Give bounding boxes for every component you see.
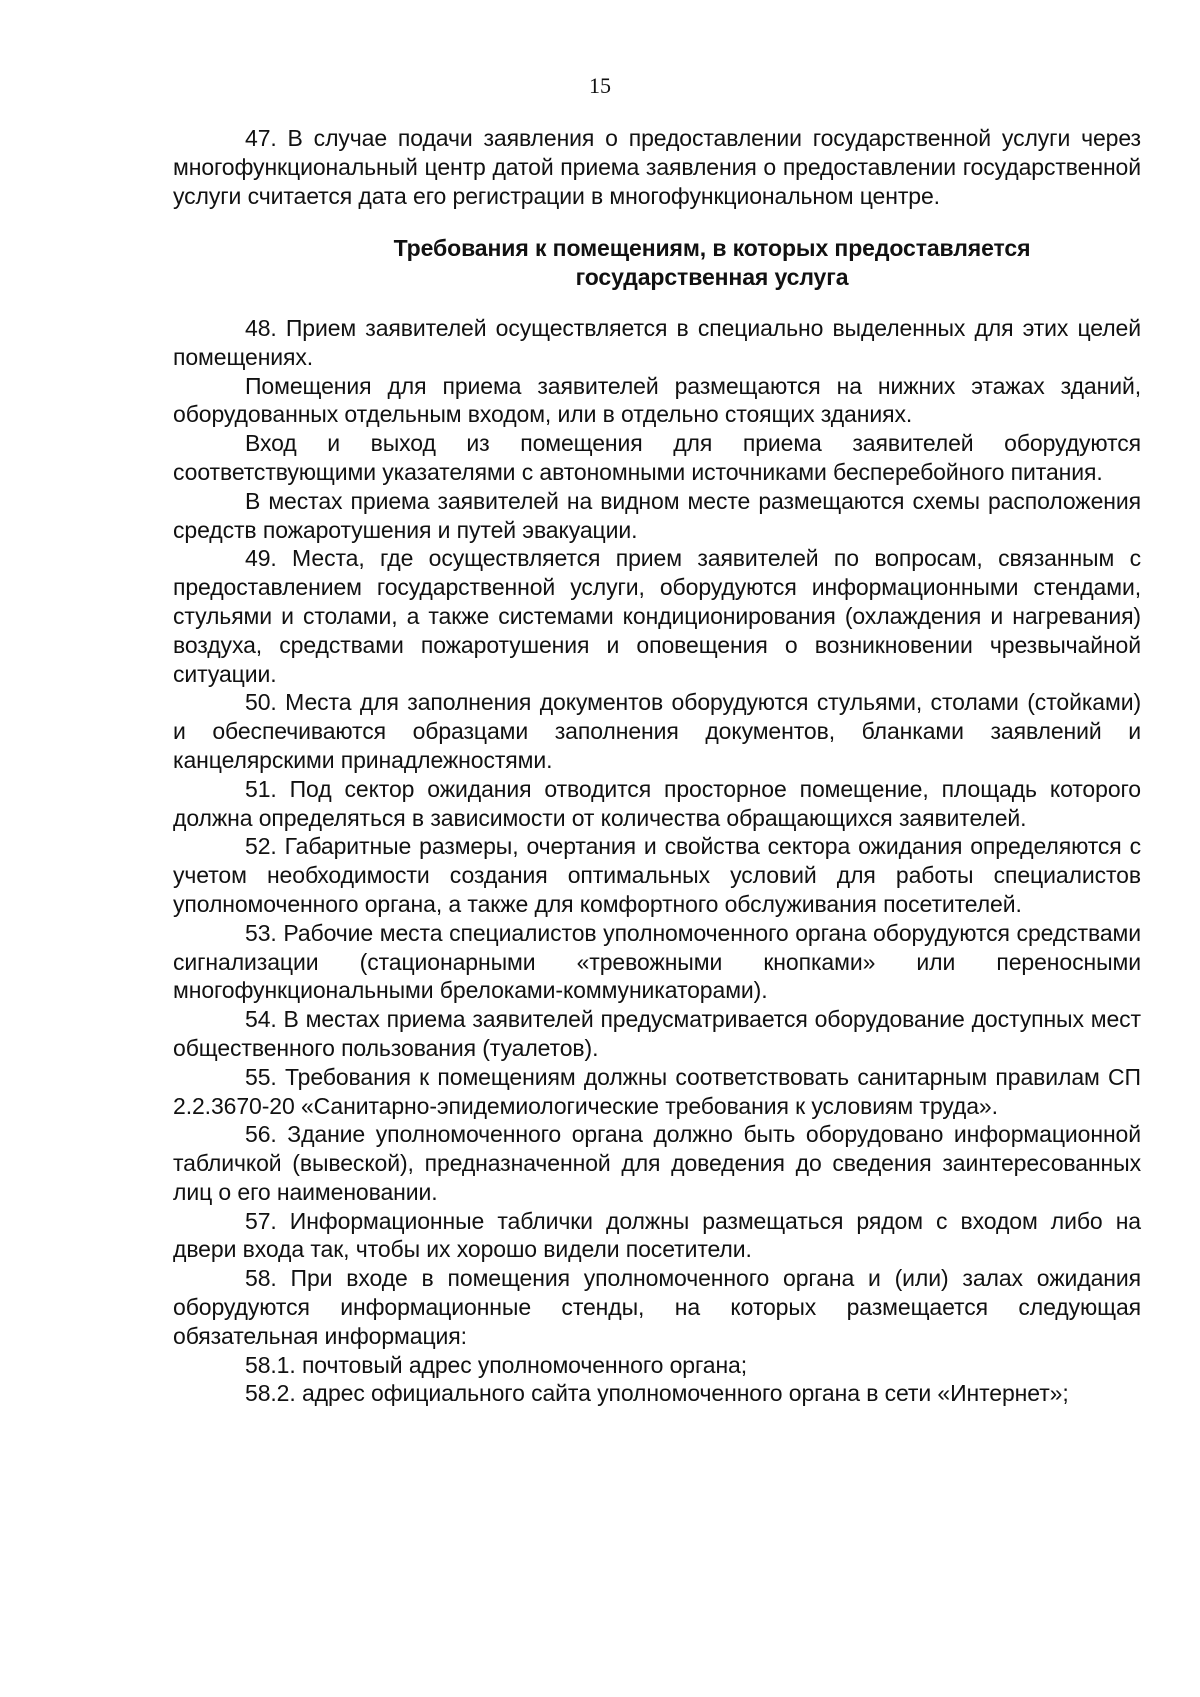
paragraph: В местах приема заявителей на видном месте размещаются схемы расположения средств пожаротушения и путей эвакуации. xyxy=(173,487,1141,543)
paragraph: 53. Рабочие места специалистов уполномоченного органа оборудуются средствами сигнализации (стационарными «тревожными кнопками» или переносными многофункциональными брелоками-коммуникаторами). xyxy=(173,919,1141,1004)
paragraph: 50. Места для заполнения документов оборудуются стульями, столами (стойками) и обеспечиваются образцами заполнения документов, бланками заявлений и канцелярскими принадлежностями. xyxy=(173,689,1141,773)
paragraph: 51. Под сектор ожидания отводится просторное помещение, площадь которого должна определяться в зависимости от количества обращающихся заявителей. xyxy=(173,775,1141,831)
paragraph: Вход и выход из помещения для приема заявителей оборудуются соответствующими указателями с автономными источниками бесперебойного питания. xyxy=(173,430,1141,485)
section-heading xyxy=(173,234,1141,292)
paragraph: 58.2. адрес официального сайта уполномоченного органа в сети «Интернет»; xyxy=(245,1380,1069,1407)
heading-line: государственная услуга xyxy=(575,264,849,291)
paragraph: 47. В случае подачи заявления о предоставлении государственной услуги через многофункциональный центр датой приема заявления о предоставлении государственной услуги считается дата его регистрации в многофункциональном центре. xyxy=(173,125,1141,209)
heading-line: Требования к помещениям, в которых предоставляется xyxy=(393,235,1031,262)
paragraph: 57. Информационные таблички должны размещаться рядом с входом либо на двери входа так, чтобы их хорошо видели посетители. xyxy=(173,1207,1141,1263)
paragraph: Помещения для приема заявителей размещаются на нижних этажах зданий, оборудованных отдельным входом, или в отдельно стоящих зданиях. xyxy=(173,372,1141,428)
page-number: 15 xyxy=(589,73,611,98)
paragraph: 48. Прием заявителей осуществляется в специально выделенных для этих целей помещениях. xyxy=(173,314,1141,370)
paragraph: 55. Требования к помещениям должны соответствовать санитарным правилам СП 2.2.3670-20 «Санитарно-эпидемиологические требования к условиям труда». xyxy=(173,1063,1141,1119)
document-body xyxy=(173,124,1141,1408)
paragraph: 49. Места, где осуществляется прием заявителей по вопросам, связанным с предоставлением государственной услуги, оборудуются информационными стендами, стульями и столами, а также системами кондиционирования (охлаждения и нагревания) воздуха, средствами пожаротушения и оповещения о возникновении чрезвычайной ситуации. xyxy=(173,545,1141,687)
paragraph: 58. При входе в помещения уполномоченного органа и (или) залах ожидания оборудуются информационные стенды, на которых размещается следующая обязательная информация: xyxy=(173,1265,1141,1349)
paragraph: 52. Габаритные размеры, очертания и свойства сектора ожидания определяются с учетом необходимости создания оптимальных условий для работы специалистов уполномоченного органа, а также для комфортного обслуживания посетителей. xyxy=(173,833,1141,917)
paragraph: 54. В местах приема заявителей предусматривается оборудование доступных мест общественного пользования (туалетов). xyxy=(173,1006,1141,1061)
paragraph: 58.1. почтовый адрес уполномоченного органа; xyxy=(245,1351,748,1378)
paragraph: 56. Здание уполномоченного органа должно быть оборудовано информационной табличкой (вывеской), предназначенной для доведения до сведения заинтересованных лиц о его наименовании. xyxy=(173,1121,1141,1205)
